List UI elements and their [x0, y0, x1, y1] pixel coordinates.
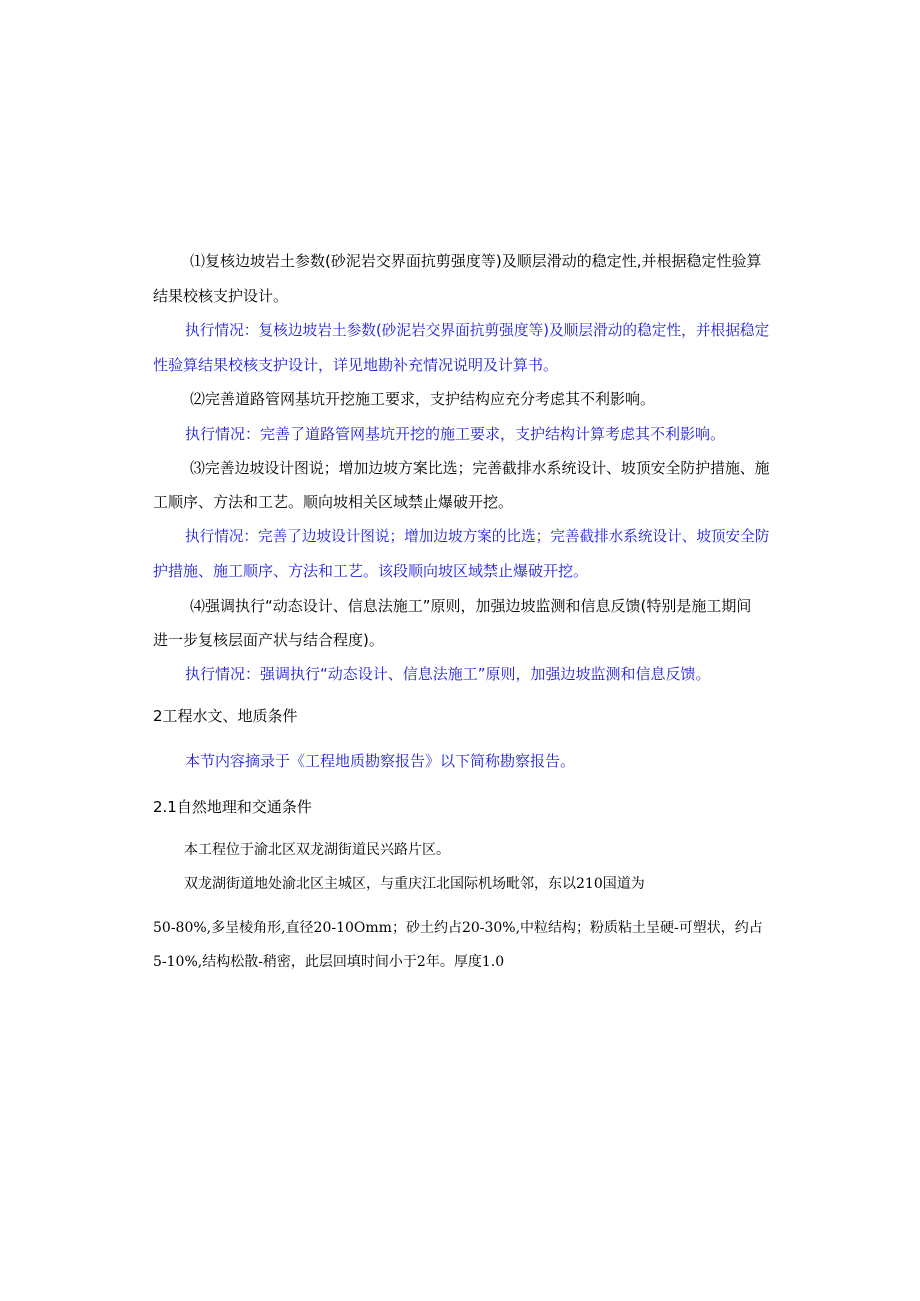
item4-response-line1: 执行情况：强调执行“动态设计、信息法施工”原则，加强边坡监测和信息反馈。 [185, 665, 711, 683]
item1-line2: 结果校核支护设计。 [153, 287, 289, 305]
item1-line1: ⑴复核边坡岩土参数(砂泥岩交界面抗剪强度等)及顺层滑动的稳定性,并根据稳定性验算 [190, 252, 762, 270]
item1-response-line2: 性验算结果校核支护设计，详见地勘补充情况说明及计算书。 [153, 356, 559, 374]
item2-line1: ⑵完善道路管网基坑开挖施工要求，支护结构应充分考虑其不利影响。 [190, 390, 656, 408]
section2-1-para3-line2: 5-10%,结构松散-稍密，此层回填时间小于2年。厚度1.0 [153, 954, 505, 970]
item4-line1: ⑷强调执行“动态设计、信息法施工”原则，加强边坡监测和信息反馈(特别是施工期间 [190, 597, 752, 615]
item3-line2: 工顺序、方法和工艺。顺向坡相关区域禁止爆破开挖。 [153, 493, 514, 511]
item3-line1: ⑶完善边坡设计图说；增加边坡方案比选；完善截排水系统设计、坡顶安全防护措施、施 [190, 459, 770, 477]
item3-response-line2: 护措施、施工顺序、方法和工艺。该段顺向坡区域禁止爆破开挖。 [153, 562, 589, 580]
section2-1-para1: 本工程位于渝北区双龙湖街道民兴路片区。 [184, 842, 450, 858]
item1-response-line1: 执行情况：复核边坡岩土参数(砂泥岩交界面抗剪强度等)及顺层滑动的稳定性，并根据稳定 [185, 322, 770, 339]
section2-1-heading: 2.1自然地理和交通条件 [153, 798, 312, 816]
item4-line2: 进一步复核层面产状与结合程度)。 [153, 631, 384, 649]
section2-1-para2: 双龙湖街道地处渝北区主城区，与重庆江北国际机场毗邻，东以210国道为 [184, 876, 645, 892]
section2-note: 本节内容摘录于《工程地质勘察报告》以下简称勘察报告。 [185, 752, 576, 770]
item3-response-line1: 执行情况：完善了边坡设计图说；增加边坡方案的比选；完善截排水系统设计、坡顶安全防 [185, 528, 770, 545]
section2-heading: 2工程水文、地质条件 [153, 707, 298, 725]
section2-1-para3-line1: 50-80%,多呈棱角形,直径20-10Omm；砂土约占20-30%,中粒结构；粉质粘土呈硬-可塑状，约占 [153, 920, 763, 936]
item2-response-line1: 执行情况：完善了道路管网基坑开挖的施工要求，支护结构计算考虑其不利影响。 [185, 425, 726, 443]
